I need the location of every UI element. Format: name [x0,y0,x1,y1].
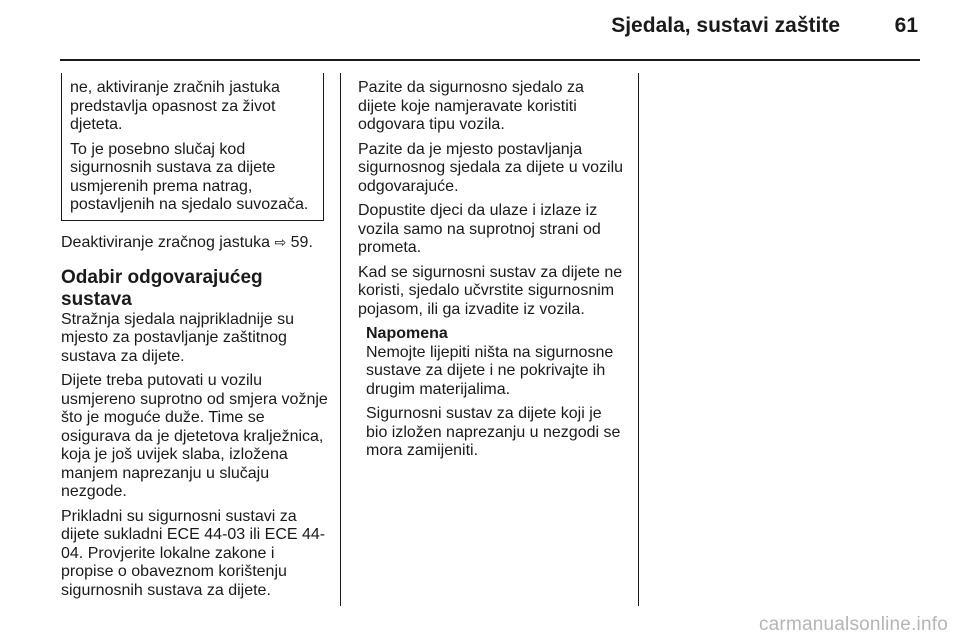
middle-paragraph-1: Pazite da sigurnosno sjedalo za dijete koje namjeravate koristiti odgovara tipu vozila. [358,79,584,133]
left-paragraph-1: Stražnja sjedala najprikladnije su mjesto za postavljanje zaštitnog sustava za dijete. [61,310,295,365]
page-number: 61 [894,14,918,37]
warning-paragraph-1: ne, aktiviranje zračnih jastuka predstavlja opasnost za život djeteta. [70,79,280,133]
note-paragraph-2: Sigurnosni sustav za dijete koji je bio izložen naprezanju u nezgodi se mora zamijeniti. [366,405,621,459]
middle-paragraph-3: Dopustite djeci da ulaze i izlaze iz vozila samo na suprotnoj strani od prometa. [358,202,601,256]
deactivation-text: Deaktiviranje zračnog jastuka [61,234,270,251]
arrow-reference-icon: ⇨ [274,234,287,250]
middle-paragraph-2: Pazite da je mjesto postavljanja sigurnosnog sjedala za dijete u vozilu odgovarajuće. [358,140,624,195]
middle-column [358,79,626,467]
watermark: carmanualsonline.info [758,614,948,635]
left-paragraph-3: Prikladni su sigurnosni sustavi za dijete sukladni ECE 44-03 ili ECE 44-04. Provjerite lokalne zakone i propise o obaveznom korištenju sigurnosnih sustava za dijete. [61,507,326,599]
deactivation-reference [61,233,331,253]
header-divider [60,59,920,61]
column-divider-2 [638,73,639,606]
note-block [358,325,626,461]
note-paragraph-1: Nemojte lijepiti ništa na sigurnosne sustave za dijete i ne pokrivajte ih drugim materijalima. [366,343,614,398]
warning-paragraph-2: To je posebno slučaj kod sigurnosnih sustava za dijete usmjerenih prema natrag, postavljenih na sjedalo suvozača. [70,140,309,213]
deactivation-page-link[interactable]: 59. [290,234,313,251]
left-column [61,233,331,606]
left-paragraph-2: Dijete treba putovati u vozilu usmjereno suprotno od smjera vožnje što je moguće duže. Time se osigurava da je djetetova kralježnica, koja je još uvijek slaba, izložena manjem naprezanju u slučaju nezgode. [61,372,328,500]
section-heading: Odabir odgovarajućeg sustava [61,266,263,310]
page-header-title: Sjedala, sustavi zaštite [611,14,840,37]
middle-paragraph-4: Kad se sigurnosni sustav za dijete ne koristi, sjedalo učvrstite sigurnosnim pojasom, ili ga izvadite iz vozila. [358,263,623,318]
note-title: Napomena [366,325,448,342]
warning-box [61,73,324,221]
column-divider-1 [340,73,341,606]
